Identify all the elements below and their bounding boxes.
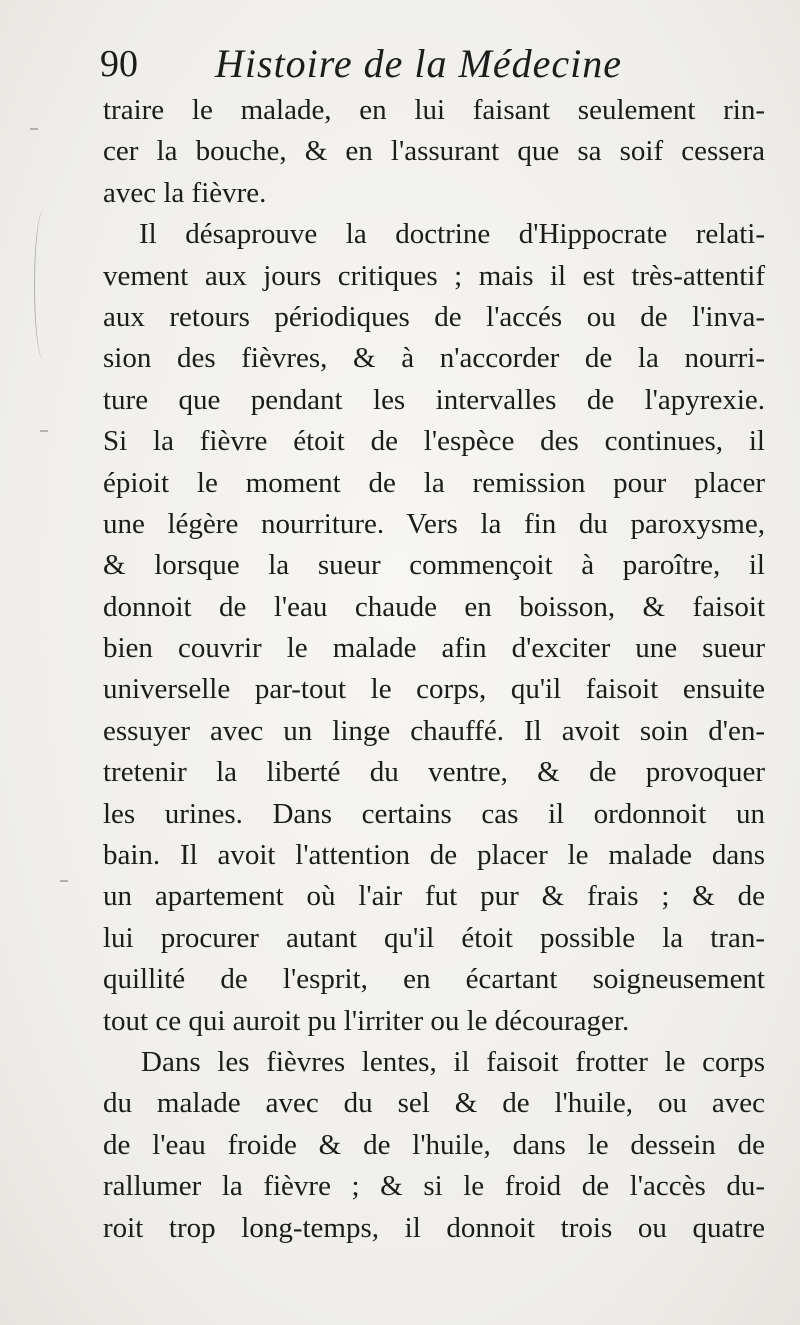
text-line: une légère nourriture. Vers la fin du paroxysme, [103,507,765,540]
text-line: tout ce qui auroit pu l'irriter ou le décourager. [103,1004,630,1037]
text-line: roit trop long-temps, il donnoit trois ou quatre [103,1211,765,1244]
text-line: rallumer la fièvre ; & si le froid de l'accès du- [103,1170,765,1203]
text-line: ture que pendant les intervalles de l'apyrexie. [103,383,765,416]
text-line: bien couvrir le malade afin d'exciter une sueur [103,632,765,665]
text-line: & lorsque la sueur commençoit à paroître, il [103,549,765,582]
text-line: lui procurer autant qu'il étoit possible la tran- [103,921,765,954]
margin-speck [30,128,38,130]
text-line: avec la fièvre. [103,176,267,209]
running-title: Histoire de la Médecine [215,41,622,86]
text-line: sion des fièvres, & à n'accorder de la nourri- [103,342,765,375]
text-line: les urines. Dans certains cas il ordonnoit un [103,797,765,830]
margin-speck [40,430,48,432]
text-line: bain. Il avoit l'attention de placer le malade dans [103,839,765,872]
text-line: de l'eau froide & de l'huile, dans le dessein de [103,1128,765,1161]
text-line: universelle par-tout le corps, qu'il faisoit ensuite [103,673,765,706]
text-line: Si la fièvre étoit de l'espèce des continues, il [103,425,765,458]
text-line: essuyer avec un linge chauffé. Il avoit soin d'en- [103,714,765,747]
text-line: aux retours périodiques de l'accés ou de l'inva- [103,300,765,333]
text-line: quillité de l'esprit, en écartant soigneusement [103,963,765,996]
margin-pencil-mark [34,210,53,360]
text-line: cer la bouche, & en l'assurant que sa soif cessera [103,135,765,168]
text-line: épioit le moment de la remission pour placer [103,466,765,499]
text-line: vement aux jours critiques ; mais il est très-attentif [103,259,765,292]
paragraph-start-line: Dans les fièvres lentes, il faisoit frotter le corps [141,1045,765,1078]
page-header [100,34,720,94]
text-line: tretenir la liberté du ventre, & de provoquer [103,756,765,789]
text-line: donnoit de l'eau chaude en boisson, & faisoit [103,590,765,623]
text-line: traire le malade, en lui faisant seulement rin- [103,94,765,126]
margin-speck [60,880,68,882]
page-number: 90 [100,43,138,85]
paragraph-start-line: Il désaprouve la doctrine d'Hippocrate relati- [139,218,765,251]
body-text [103,90,765,1249]
text-line: un apartement où l'air fut pur & frais ; & de [103,880,765,913]
text-line: du malade avec du sel & de l'huile, ou avec [103,1087,765,1120]
